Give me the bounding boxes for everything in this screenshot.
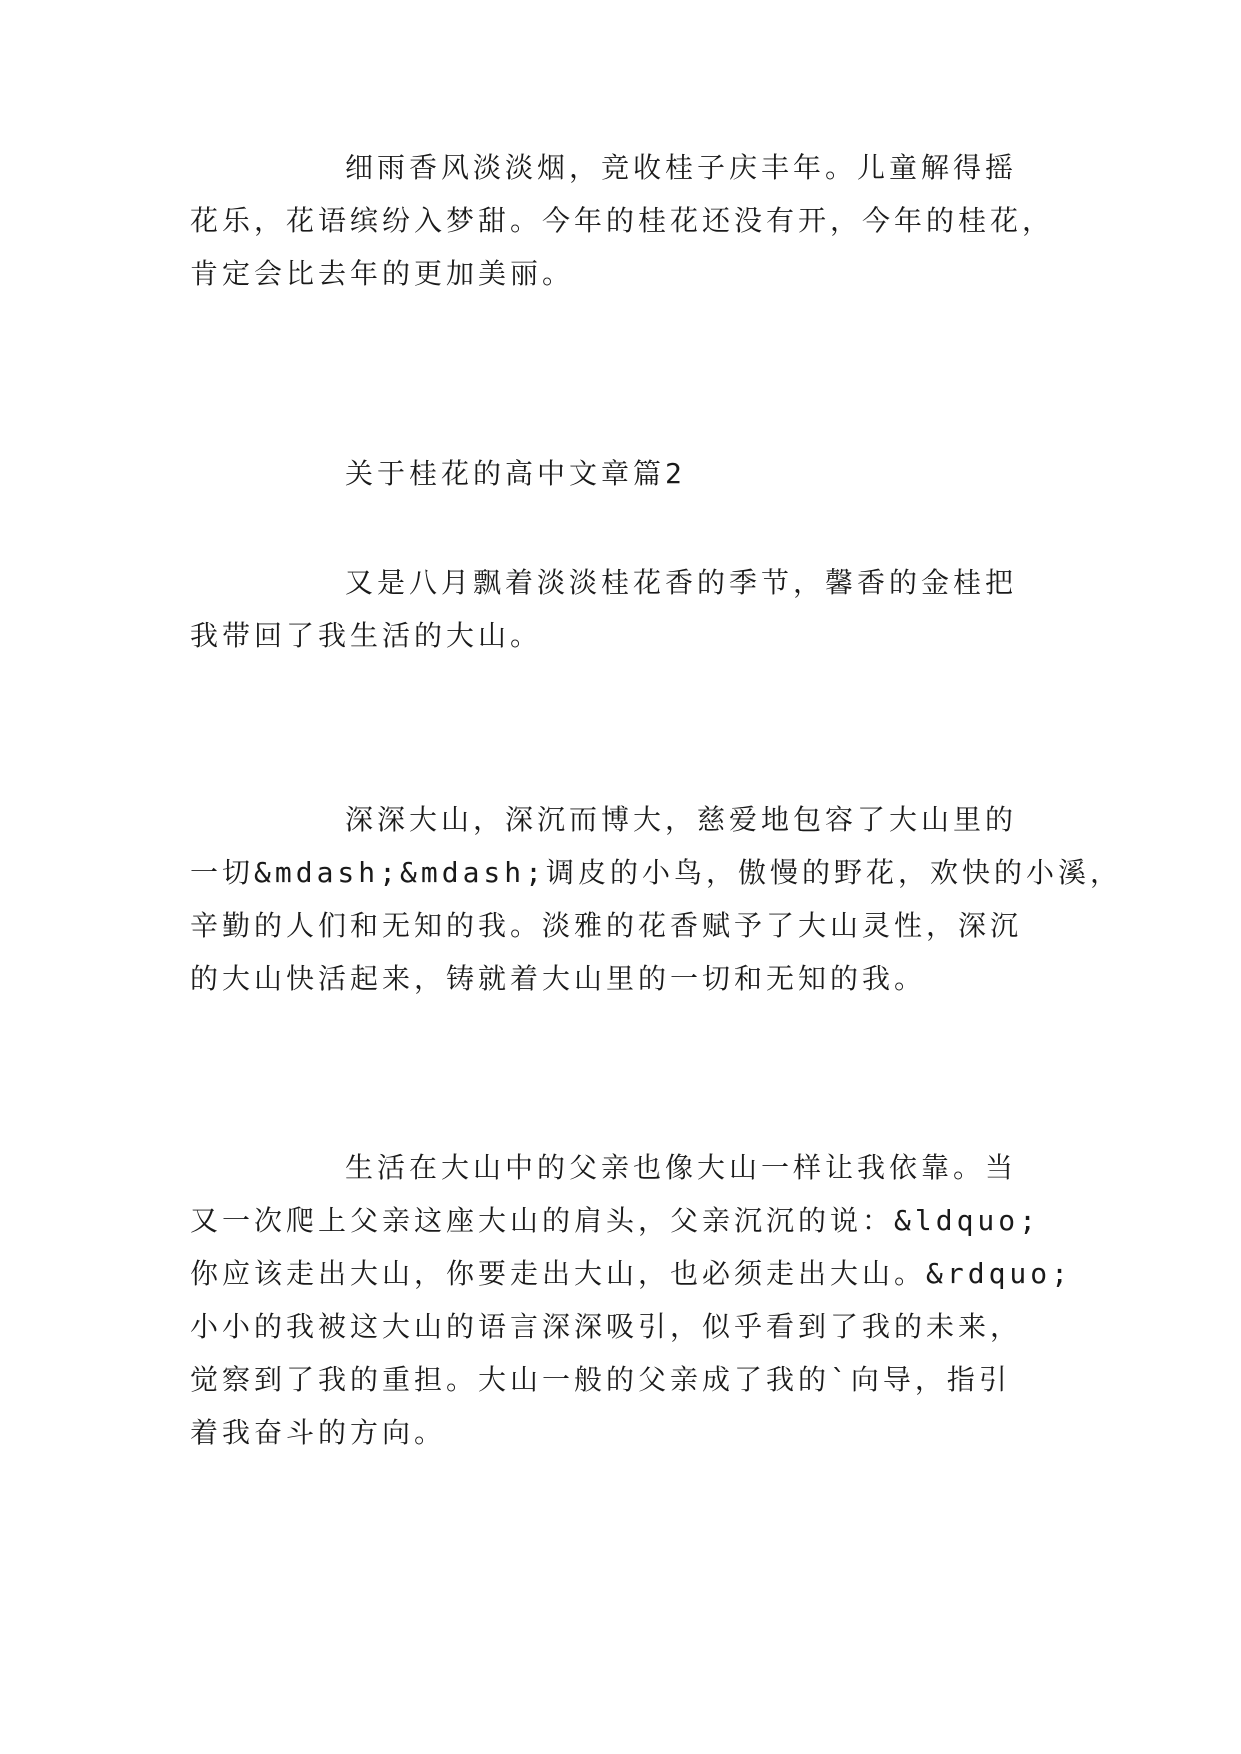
heading-line: 关于桂花的高中文章篇2 <box>345 457 686 490</box>
paragraph-line: 又一次爬上父亲这座大山的肩头，父亲沉沉的说：&ldquo; <box>190 1204 1041 1237</box>
paragraph-line: 一切&mdash;&mdash;调皮的小鸟，傲慢的野花，欢快的小溪， <box>190 856 1123 889</box>
paragraph-line: 细雨香风淡淡烟，竞收桂子庆丰年。儿童解得摇 <box>345 151 1018 184</box>
paragraph-line: 深深大山，深沉而博大，慈爱地包容了大山里的 <box>345 803 1018 836</box>
paragraph-line: 我带回了我生活的大山。 <box>190 619 543 652</box>
paragraph-line: 觉察到了我的重担。大山一般的父亲成了我的`向导，指引 <box>190 1363 1011 1396</box>
paragraph-line: 生活在大山中的父亲也像大山一样让我依靠。当 <box>345 1151 1018 1184</box>
paragraph-line: 的大山快活起来，铸就着大山里的一切和无知的我。 <box>190 962 927 995</box>
paragraph-line: 肯定会比去年的更加美丽。 <box>190 257 575 290</box>
paragraph-line: 花乐，花语缤纷入梦甜。今年的桂花还没有开，今年的桂花， <box>190 204 1055 237</box>
paragraph-line: 辛勤的人们和无知的我。淡雅的花香赋予了大山灵性，深沉 <box>190 909 1023 942</box>
paragraph-line: 着我奋斗的方向。 <box>190 1416 447 1449</box>
paragraph-line: 又是八月飘着淡淡桂花香的季节，馨香的金桂把 <box>345 566 1018 599</box>
paragraph-line: 小小的我被这大山的语言深深吸引，似乎看到了我的未来， <box>190 1310 1023 1343</box>
paragraph-line: 你应该走出大山，你要走出大山，也必须走出大山。&rdquo; <box>190 1257 1073 1290</box>
